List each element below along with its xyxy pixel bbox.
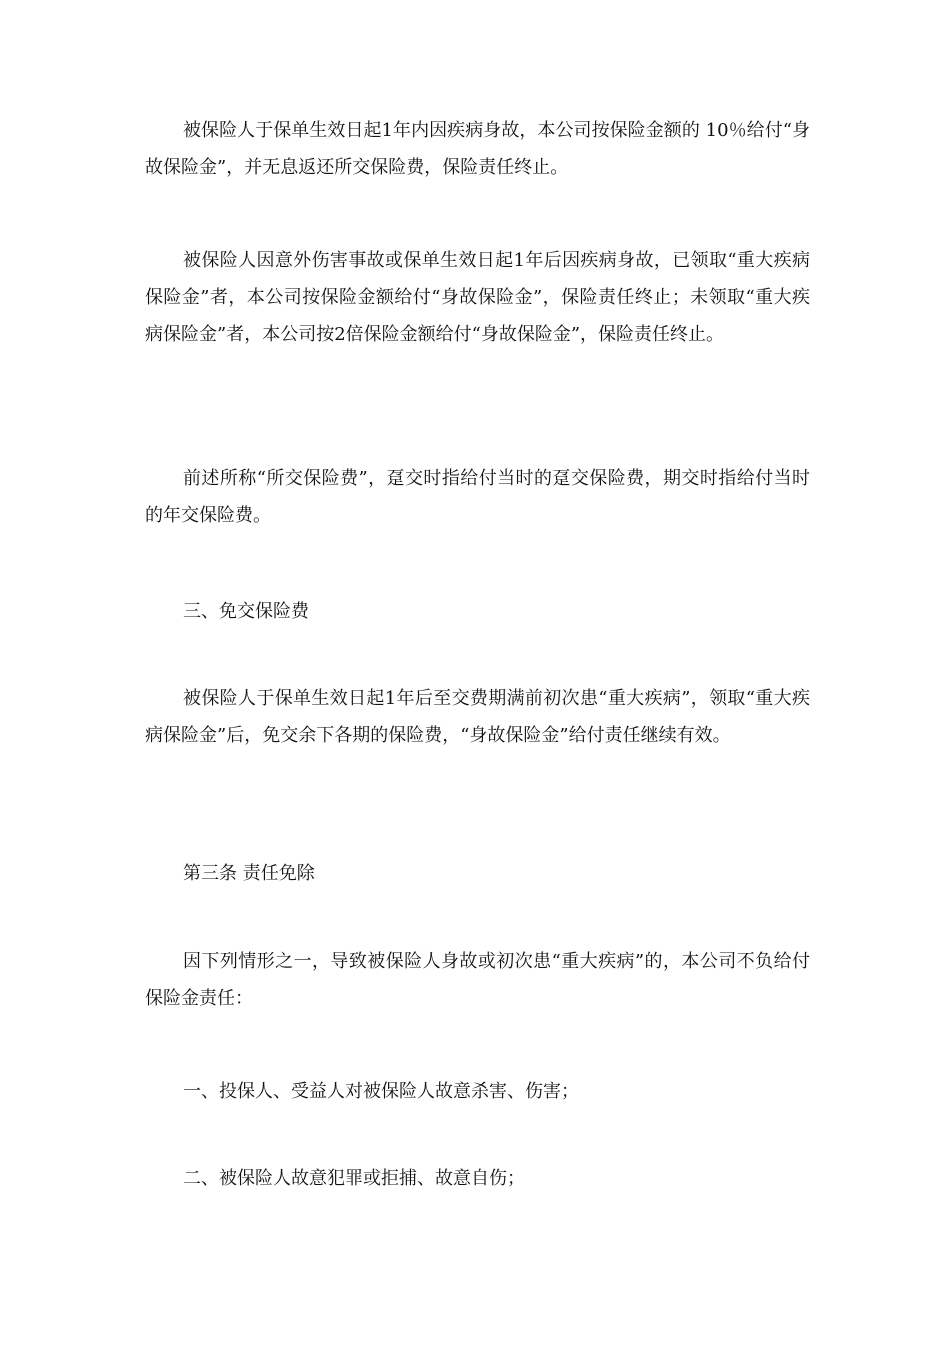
paragraph-death-after-one-year: 被保险人因意外伤害事故或保单生效日起1年后因疾病身故，已领取“重大疾病保险金”者，本公司按保险金额给付“身故保险金”，保险责任终止；未领取“重大疾病保险金”者，本公司按2倍保险金额给付“身故保险金”，保险责任终止。 [145, 250, 810, 345]
paragraph-exclusions-intro: 因下列情形之一，导致被保险人身故或初次患“重大疾病”的，本公司不负给付保险金责任： [145, 951, 810, 1009]
paragraph-premium-definition: 前述所称“所交保险费”，趸交时指给付当时的趸交保险费，期交时指给付当时的年交保险费。 [145, 468, 810, 526]
exclusion-item-1: 一、投保人、受益人对被保险人故意杀害、伤害； [183, 1081, 579, 1102]
paragraph-premium-waiver: 被保险人于保单生效日起1年后至交费期满前初次患“重大疾病”，领取“重大疾病保险金”后，免交余下各期的保险费，“身故保险金”给付责任继续有效。 [145, 688, 810, 746]
section-heading-premium-waiver: 三、免交保险费 [183, 601, 309, 622]
article-heading-exclusions: 第三条 责任免除 [183, 863, 315, 884]
exclusion-item-2: 二、被保险人故意犯罪或拒捕、故意自伤； [183, 1168, 525, 1189]
paragraph-death-within-one-year: 被保险人于保单生效日起1年内因疾病身故，本公司按保险金额的 10％给付“身故保险金”，并无息返还所交保险费，保险责任终止。 [145, 120, 810, 178]
